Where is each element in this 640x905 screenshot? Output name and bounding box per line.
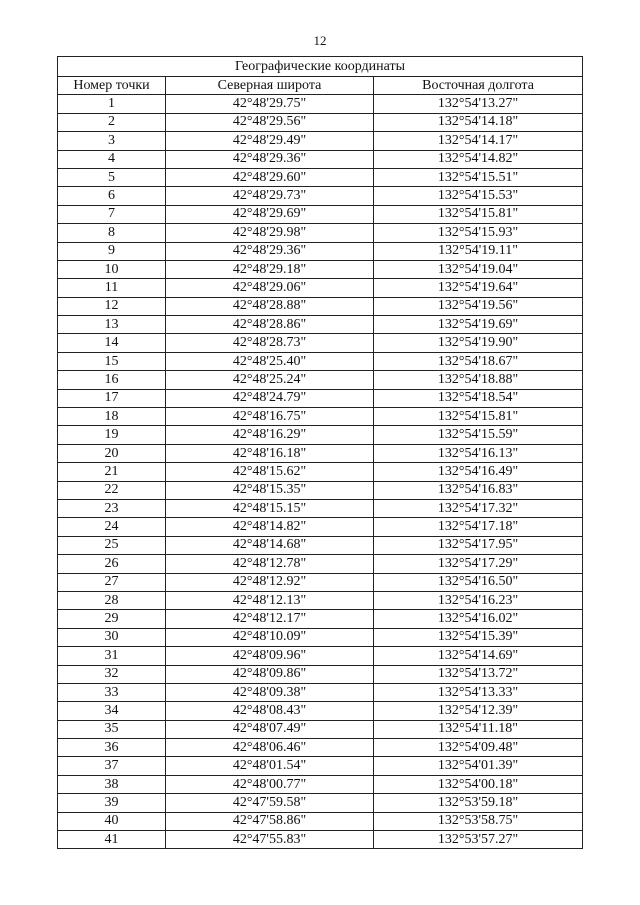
cell-east-longitude: 132°54'15.59"	[374, 426, 583, 444]
table-row	[58, 610, 583, 628]
cell-north-latitude: 42°48'28.88"	[166, 297, 374, 315]
table-row	[58, 408, 583, 426]
table-row	[58, 647, 583, 665]
table-row	[58, 536, 583, 554]
cell-point-number: 23	[58, 499, 166, 517]
table-group-header: Географические координаты	[58, 57, 583, 77]
cell-north-latitude: 42°48'01.54"	[166, 757, 374, 775]
cell-north-latitude: 42°48'16.75"	[166, 408, 374, 426]
cell-east-longitude: 132°54'19.11"	[374, 242, 583, 260]
cell-north-latitude: 42°48'09.38"	[166, 683, 374, 701]
cell-point-number: 30	[58, 628, 166, 646]
cell-north-latitude: 42°48'24.79"	[166, 389, 374, 407]
table-row	[58, 260, 583, 278]
table-row	[58, 371, 583, 389]
page-number: 12	[313, 33, 327, 48]
table-row	[58, 168, 583, 186]
cell-north-latitude: 42°48'12.78"	[166, 555, 374, 573]
cell-east-longitude: 132°54'16.49"	[374, 463, 583, 481]
cell-east-longitude: 132°54'12.39"	[374, 702, 583, 720]
cell-point-number: 7	[58, 205, 166, 223]
cell-point-number: 14	[58, 334, 166, 352]
cell-point-number: 34	[58, 702, 166, 720]
cell-east-longitude: 132°54'15.81"	[374, 408, 583, 426]
table-row	[58, 352, 583, 370]
cell-east-longitude: 132°54'14.69"	[374, 647, 583, 665]
cell-point-number: 8	[58, 224, 166, 242]
cell-east-longitude: 132°54'19.04"	[374, 260, 583, 278]
cell-north-latitude: 42°48'14.68"	[166, 536, 374, 554]
cell-north-latitude: 42°48'29.49"	[166, 132, 374, 150]
column-header-point-number: Номер точки	[58, 77, 166, 95]
cell-north-latitude: 42°48'29.56"	[166, 113, 374, 131]
table-row	[58, 628, 583, 646]
cell-point-number: 11	[58, 279, 166, 297]
cell-point-number: 10	[58, 260, 166, 278]
table-row	[58, 573, 583, 591]
cell-east-longitude: 132°54'13.33"	[374, 683, 583, 701]
cell-point-number: 37	[58, 757, 166, 775]
cell-north-latitude: 42°48'12.92"	[166, 573, 374, 591]
table-row	[58, 334, 583, 352]
cell-north-latitude: 42°47'55.83"	[166, 831, 374, 849]
table-header-row	[58, 77, 583, 95]
cell-east-longitude: 132°54'15.51"	[374, 168, 583, 186]
cell-north-latitude: 42°48'09.86"	[166, 665, 374, 683]
table-row	[58, 426, 583, 444]
cell-east-longitude: 132°54'18.67"	[374, 352, 583, 370]
cell-east-longitude: 132°54'17.32"	[374, 499, 583, 517]
cell-north-latitude: 42°48'10.09"	[166, 628, 374, 646]
cell-east-longitude: 132°54'11.18"	[374, 720, 583, 738]
cell-east-longitude: 132°54'00.18"	[374, 775, 583, 793]
cell-east-longitude: 132°54'19.69"	[374, 316, 583, 334]
cell-point-number: 18	[58, 408, 166, 426]
cell-point-number: 27	[58, 573, 166, 591]
cell-north-latitude: 42°48'15.62"	[166, 463, 374, 481]
cell-north-latitude: 42°48'15.15"	[166, 499, 374, 517]
table-row	[58, 297, 583, 315]
cell-point-number: 33	[58, 683, 166, 701]
table-row	[58, 187, 583, 205]
cell-east-longitude: 132°54'19.64"	[374, 279, 583, 297]
cell-east-longitude: 132°54'13.72"	[374, 665, 583, 683]
cell-point-number: 25	[58, 536, 166, 554]
cell-point-number: 32	[58, 665, 166, 683]
table-row	[58, 702, 583, 720]
cell-east-longitude: 132°54'15.81"	[374, 205, 583, 223]
table-row	[58, 518, 583, 536]
cell-point-number: 3	[58, 132, 166, 150]
cell-north-latitude: 42°47'58.86"	[166, 812, 374, 830]
cell-north-latitude: 42°48'29.69"	[166, 205, 374, 223]
cell-north-latitude: 42°48'07.49"	[166, 720, 374, 738]
cell-point-number: 31	[58, 647, 166, 665]
cell-east-longitude: 132°54'16.50"	[374, 573, 583, 591]
cell-point-number: 4	[58, 150, 166, 168]
cell-east-longitude: 132°54'16.83"	[374, 481, 583, 499]
cell-east-longitude: 132°54'14.18"	[374, 113, 583, 131]
cell-point-number: 36	[58, 739, 166, 757]
cell-point-number: 5	[58, 168, 166, 186]
cell-point-number: 17	[58, 389, 166, 407]
cell-north-latitude: 42°48'29.73"	[166, 187, 374, 205]
cell-east-longitude: 132°54'15.93"	[374, 224, 583, 242]
cell-point-number: 39	[58, 794, 166, 812]
cell-east-longitude: 132°54'16.13"	[374, 444, 583, 462]
cell-point-number: 26	[58, 555, 166, 573]
cell-point-number: 40	[58, 812, 166, 830]
cell-east-longitude: 132°54'19.90"	[374, 334, 583, 352]
table-row	[58, 591, 583, 609]
table-row	[58, 205, 583, 223]
cell-point-number: 21	[58, 463, 166, 481]
cell-north-latitude: 42°48'25.24"	[166, 371, 374, 389]
cell-east-longitude: 132°53'59.18"	[374, 794, 583, 812]
cell-east-longitude: 132°54'19.56"	[374, 297, 583, 315]
cell-north-latitude: 42°48'16.18"	[166, 444, 374, 462]
table-row	[58, 481, 583, 499]
cell-north-latitude: 42°48'09.96"	[166, 647, 374, 665]
cell-point-number: 20	[58, 444, 166, 462]
cell-east-longitude: 132°54'17.95"	[374, 536, 583, 554]
cell-point-number: 16	[58, 371, 166, 389]
cell-north-latitude: 42°48'29.36"	[166, 150, 374, 168]
cell-east-longitude: 132°54'18.88"	[374, 371, 583, 389]
cell-point-number: 6	[58, 187, 166, 205]
cell-east-longitude: 132°54'15.39"	[374, 628, 583, 646]
table-row	[58, 279, 583, 297]
cell-north-latitude: 42°48'29.18"	[166, 260, 374, 278]
table-row	[58, 831, 583, 849]
cell-point-number: 13	[58, 316, 166, 334]
table-row	[58, 683, 583, 701]
column-header-east-longitude: Восточная долгота	[374, 77, 583, 95]
cell-east-longitude: 132°53'57.27"	[374, 831, 583, 849]
table-row	[58, 720, 583, 738]
cell-east-longitude: 132°54'01.39"	[374, 757, 583, 775]
cell-point-number: 22	[58, 481, 166, 499]
table-row	[58, 812, 583, 830]
cell-point-number: 35	[58, 720, 166, 738]
cell-point-number: 1	[58, 95, 166, 113]
table-row	[58, 224, 583, 242]
cell-north-latitude: 42°48'08.43"	[166, 702, 374, 720]
cell-point-number: 15	[58, 352, 166, 370]
cell-point-number: 24	[58, 518, 166, 536]
coordinates-table	[57, 56, 583, 849]
table-row	[58, 444, 583, 462]
cell-point-number: 9	[58, 242, 166, 260]
cell-north-latitude: 42°48'28.86"	[166, 316, 374, 334]
cell-point-number: 12	[58, 297, 166, 315]
cell-point-number: 41	[58, 831, 166, 849]
cell-north-latitude: 42°48'06.46"	[166, 739, 374, 757]
column-header-north-latitude: Северная широта	[166, 77, 374, 95]
table-row	[58, 316, 583, 334]
cell-east-longitude: 132°54'14.82"	[374, 150, 583, 168]
table-row	[58, 113, 583, 131]
cell-east-longitude: 132°54'14.17"	[374, 132, 583, 150]
table-row	[58, 150, 583, 168]
table-row	[58, 95, 583, 113]
cell-east-longitude: 132°54'16.02"	[374, 610, 583, 628]
table-row	[58, 794, 583, 812]
cell-east-longitude: 132°54'17.18"	[374, 518, 583, 536]
cell-north-latitude: 42°48'15.35"	[166, 481, 374, 499]
cell-east-longitude: 132°54'17.29"	[374, 555, 583, 573]
table-body	[58, 95, 583, 849]
cell-east-longitude: 132°54'09.48"	[374, 739, 583, 757]
cell-north-latitude: 42°48'29.36"	[166, 242, 374, 260]
cell-east-longitude: 132°54'16.23"	[374, 591, 583, 609]
cell-point-number: 19	[58, 426, 166, 444]
cell-point-number: 2	[58, 113, 166, 131]
cell-north-latitude: 42°48'29.60"	[166, 168, 374, 186]
table-group-header-row	[58, 57, 583, 77]
table-row	[58, 499, 583, 517]
cell-east-longitude: 132°53'58.75"	[374, 812, 583, 830]
cell-point-number: 38	[58, 775, 166, 793]
table-row	[58, 389, 583, 407]
cell-point-number: 28	[58, 591, 166, 609]
cell-north-latitude: 42°48'29.75"	[166, 95, 374, 113]
table-row	[58, 463, 583, 481]
cell-north-latitude: 42°48'00.77"	[166, 775, 374, 793]
cell-north-latitude: 42°48'29.06"	[166, 279, 374, 297]
cell-north-latitude: 42°48'25.40"	[166, 352, 374, 370]
table-row	[58, 775, 583, 793]
cell-east-longitude: 132°54'18.54"	[374, 389, 583, 407]
cell-north-latitude: 42°47'59.58"	[166, 794, 374, 812]
cell-east-longitude: 132°54'15.53"	[374, 187, 583, 205]
table-row	[58, 665, 583, 683]
cell-north-latitude: 42°48'12.13"	[166, 591, 374, 609]
cell-north-latitude: 42°48'16.29"	[166, 426, 374, 444]
cell-point-number: 29	[58, 610, 166, 628]
cell-north-latitude: 42°48'28.73"	[166, 334, 374, 352]
table-row	[58, 242, 583, 260]
table-row	[58, 132, 583, 150]
table-row	[58, 757, 583, 775]
cell-north-latitude: 42°48'12.17"	[166, 610, 374, 628]
cell-north-latitude: 42°48'29.98"	[166, 224, 374, 242]
cell-north-latitude: 42°48'14.82"	[166, 518, 374, 536]
cell-east-longitude: 132°54'13.27"	[374, 95, 583, 113]
table-row	[58, 555, 583, 573]
table-row	[58, 739, 583, 757]
